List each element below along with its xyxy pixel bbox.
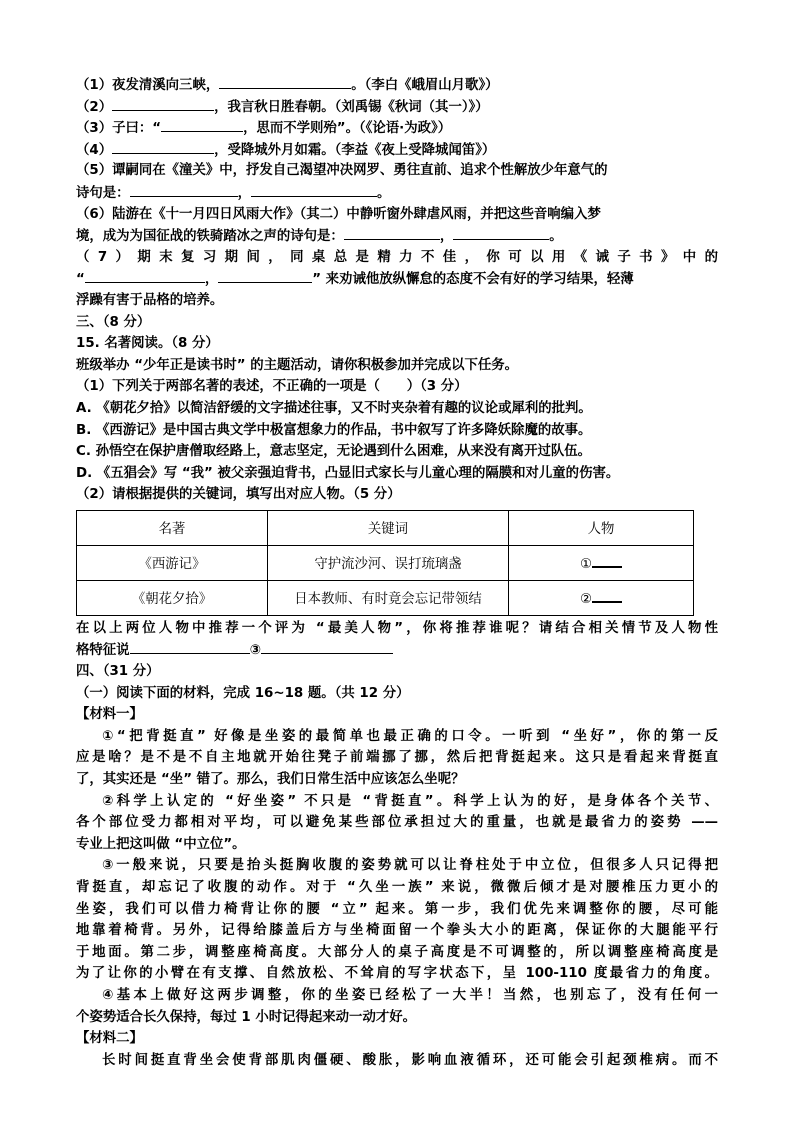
q3-text-a: （3）子曰：“ xyxy=(76,121,162,137)
paragraph-1-line: 应是啥？是不是不自主地就开始往凳子前端挪了挪，然后把背挺起来。这只是看起来背挺直 xyxy=(76,750,718,766)
section-3-heading: 三、（8 分） xyxy=(76,314,151,330)
question-4 xyxy=(76,139,718,161)
q7-open-quote: “ xyxy=(76,272,85,288)
question-1 xyxy=(76,74,718,96)
answer-blank[interactable] xyxy=(112,139,214,154)
table-header: 名著 xyxy=(77,510,268,545)
exam-page xyxy=(76,74,718,1071)
paragraph-3-line: 于地面。第二步，调整座椅高度。大部分人的桌子高度是不可调整的，所以调整座椅高度是 xyxy=(76,944,718,960)
section-4-heading: 四、（31 分） xyxy=(76,664,160,680)
q15-title: 15. 名著阅读。（8 分） xyxy=(76,336,219,352)
reading-intro: （一）阅读下面的材料，完成 16~18 题。（共 12 分） xyxy=(76,685,410,701)
paragraph-4-line: 个姿势适合长久保持，每过 1 小时记得起来动一动才好。 xyxy=(76,1009,417,1025)
q5-end: 。 xyxy=(376,185,391,201)
question-3 xyxy=(76,117,718,139)
answer-blank[interactable] xyxy=(112,96,214,111)
answer-blank[interactable] xyxy=(218,268,312,283)
table-header: 关键词 xyxy=(268,510,509,545)
answer-blank[interactable] xyxy=(453,225,549,240)
q5-prefix: 诗句是： xyxy=(76,185,130,201)
answer-blank[interactable] xyxy=(85,268,205,283)
paragraph-3-line: 为了让你的小臂在有支撑、自然放松、不耸肩的写字状态下，呈 100-110 度最省力的角度。 xyxy=(76,966,718,982)
q7-line-3: 浮躁有害于品格的培养。 xyxy=(76,292,224,308)
answer-mark-1: ① xyxy=(579,556,592,572)
answer-blank[interactable] xyxy=(592,554,622,568)
q1-text-b: 。（李白《峨眉山月歌》） xyxy=(351,78,499,93)
question-2 xyxy=(76,96,718,118)
q5-line-1: （5）谭嗣同在《潼关》中，抒发自己渴望冲决网罗、勇往直前、追求个性解放少年意气的 xyxy=(76,163,608,179)
q6-line-1: （6）陆游在《十一月四日风雨大作》（其二）中静听窗外肆虐风雨，并把这些音响编入梦 xyxy=(76,206,601,222)
table-cell: 日本教师、有时竟会忘记带领结 xyxy=(268,580,509,615)
table-header: 人物 xyxy=(509,510,694,545)
paragraph-3-line: 地靠着椅背。另外，记得给膝盖后方与坐椅面留一个拳头大小的距离，保证你的大腿能平行 xyxy=(76,923,718,939)
q4-text-a: （4） xyxy=(76,142,113,158)
table-cell[interactable] xyxy=(509,545,694,580)
q7-comma: ， xyxy=(204,272,219,288)
paragraph-5-line: 长时间挺直背坐会使背部肌肉僵硬、酸胀，影响血液循环，还可能会引起颈椎病。而不 xyxy=(102,1052,718,1068)
recommend-prefix: 格特征说 xyxy=(76,643,130,659)
q6-end: 。 xyxy=(549,229,563,245)
q15-sub1: （1）下列关于两部名著的表述，不正确的一项是（ ）（3 分） xyxy=(76,379,468,395)
works-table xyxy=(76,510,694,616)
table-row xyxy=(77,545,694,580)
option-c: C. 孙悟空在保护唐僧取经路上，意志坚定，无论遇到什么困难，从来没有离开过队伍。 xyxy=(76,444,592,460)
answer-blank[interactable] xyxy=(219,74,351,89)
q2-text-a: （2） xyxy=(76,99,113,115)
material-2-heading: 【材料二】 xyxy=(76,1031,143,1047)
paragraph-4-line: ④基本上做好这两步调整，你的坐姿已经松了一大半！当然，也别忘了，没有任何一 xyxy=(102,987,718,1003)
answer-blank[interactable] xyxy=(251,182,377,197)
q1-text-a: （1）夜发清溪向三峡， xyxy=(76,78,220,93)
paragraph-2-line: 各个部位受力都相对平均，可以避免某些部位承担过大的重量，也就是最省力的姿势 —— xyxy=(76,815,718,831)
q6-prefix: 境，成为为国征战的铁骑踏冰之声的诗句是： xyxy=(76,229,344,245)
answer-blank[interactable] xyxy=(130,639,250,654)
paragraph-2-line: ②科学上认定的 “好坐姿” 不只是 “背挺直”。科学上认为的好，是身体各个关节、 xyxy=(102,793,718,809)
table-cell: 《西游记》 xyxy=(77,545,268,580)
material-1-heading: 【材料一】 xyxy=(76,707,143,723)
paragraph-2-line: 专业上把这叫做 “中立位”。 xyxy=(76,836,246,852)
paragraph-1-line: ①“把背挺直” 好像是坐姿的最简单也最正确的口令。一听到 “坐好”，你的第一反 xyxy=(102,728,718,744)
paragraph-1-line: 了，其实还是 “坐” 错了。那么，我们日常生活中应该怎么坐呢？ xyxy=(76,772,465,788)
answer-mark-2: ② xyxy=(579,591,592,607)
q4-text-b: ，受降城外月如霜。（李益《夜上受降城闻笛》） xyxy=(214,142,496,158)
q7-tail: ” 来劝诫他放纵懈怠的态度不会有好的学习结果，轻薄 xyxy=(312,272,634,288)
q5-comma: ， xyxy=(237,185,251,201)
table-row xyxy=(77,580,694,615)
answer-blank[interactable] xyxy=(261,639,393,654)
answer-mark-3: ③ xyxy=(249,643,261,659)
q7-line-2 xyxy=(76,268,718,290)
answer-blank[interactable] xyxy=(130,182,238,197)
q2-text-b: ，我言秋日胜春朝。（刘禹锡《秋词（其一）》） xyxy=(214,99,489,115)
paragraph-3-line: 背挺直，却忘记了收腹的动作。对于 “久坐一族” 来说，微微后倾才是对腰椎压力更小的 xyxy=(76,880,718,895)
q3-text-b: ，思而不学则殆”。（《论语·为政》） xyxy=(243,121,452,137)
table-cell: 《朝花夕拾》 xyxy=(77,580,268,615)
answer-blank[interactable] xyxy=(161,117,243,132)
q6-line-2 xyxy=(76,225,718,247)
table-cell[interactable] xyxy=(509,580,694,615)
option-b: B. 《西游记》是中国古典文学中极富想象力的作品，书中叙写了许多降妖除魔的故事。 xyxy=(76,422,592,438)
q15-sub2: （2）请根据提供的关键词，填写出对应人物。（5 分） xyxy=(76,487,401,503)
q15-intro: 班级举办 “少年正是读书时” 的主题活动，请你积极参加并完成以下任务。 xyxy=(76,357,519,373)
option-d: D. 《五猖会》写 “我” 被父亲强迫背书，凸显旧式家长与儿童心理的隔膜和对儿童的伤害。 xyxy=(76,465,620,481)
q6-comma: ， xyxy=(439,229,454,245)
recommend-line-2 xyxy=(76,639,718,661)
q7-line-1: （7）期末复习期间，同桌总是精力不佳，你可以用《诫子书》中的 xyxy=(76,249,718,265)
table-cell: 守护流沙河、误打琉璃盏 xyxy=(268,545,509,580)
recommend-line-1: 在以上两位人物中推荐一个评为 “最美人物”，你将推荐谁呢？请结合相关情节及人物性 xyxy=(76,620,718,636)
table-header-row xyxy=(77,510,694,545)
q5-line-2 xyxy=(76,182,718,204)
paragraph-3-line: 坐姿，我们可以借力椅背让你的腰 “立” 起来。第一步，我们优先来调整你的腰，尽可能 xyxy=(76,901,718,917)
option-a: A. 《朝花夕拾》以简洁舒缓的文字描述往事，又不时夹杂着有趣的议论或犀利的批判。 xyxy=(76,400,592,416)
answer-blank[interactable] xyxy=(592,589,622,603)
answer-blank[interactable] xyxy=(344,225,440,240)
paragraph-3-line: ③一般来说，只要是抬头挺胸收腹的姿势就可以让脊柱处于中立位，但很多人只记得把 xyxy=(102,858,718,874)
